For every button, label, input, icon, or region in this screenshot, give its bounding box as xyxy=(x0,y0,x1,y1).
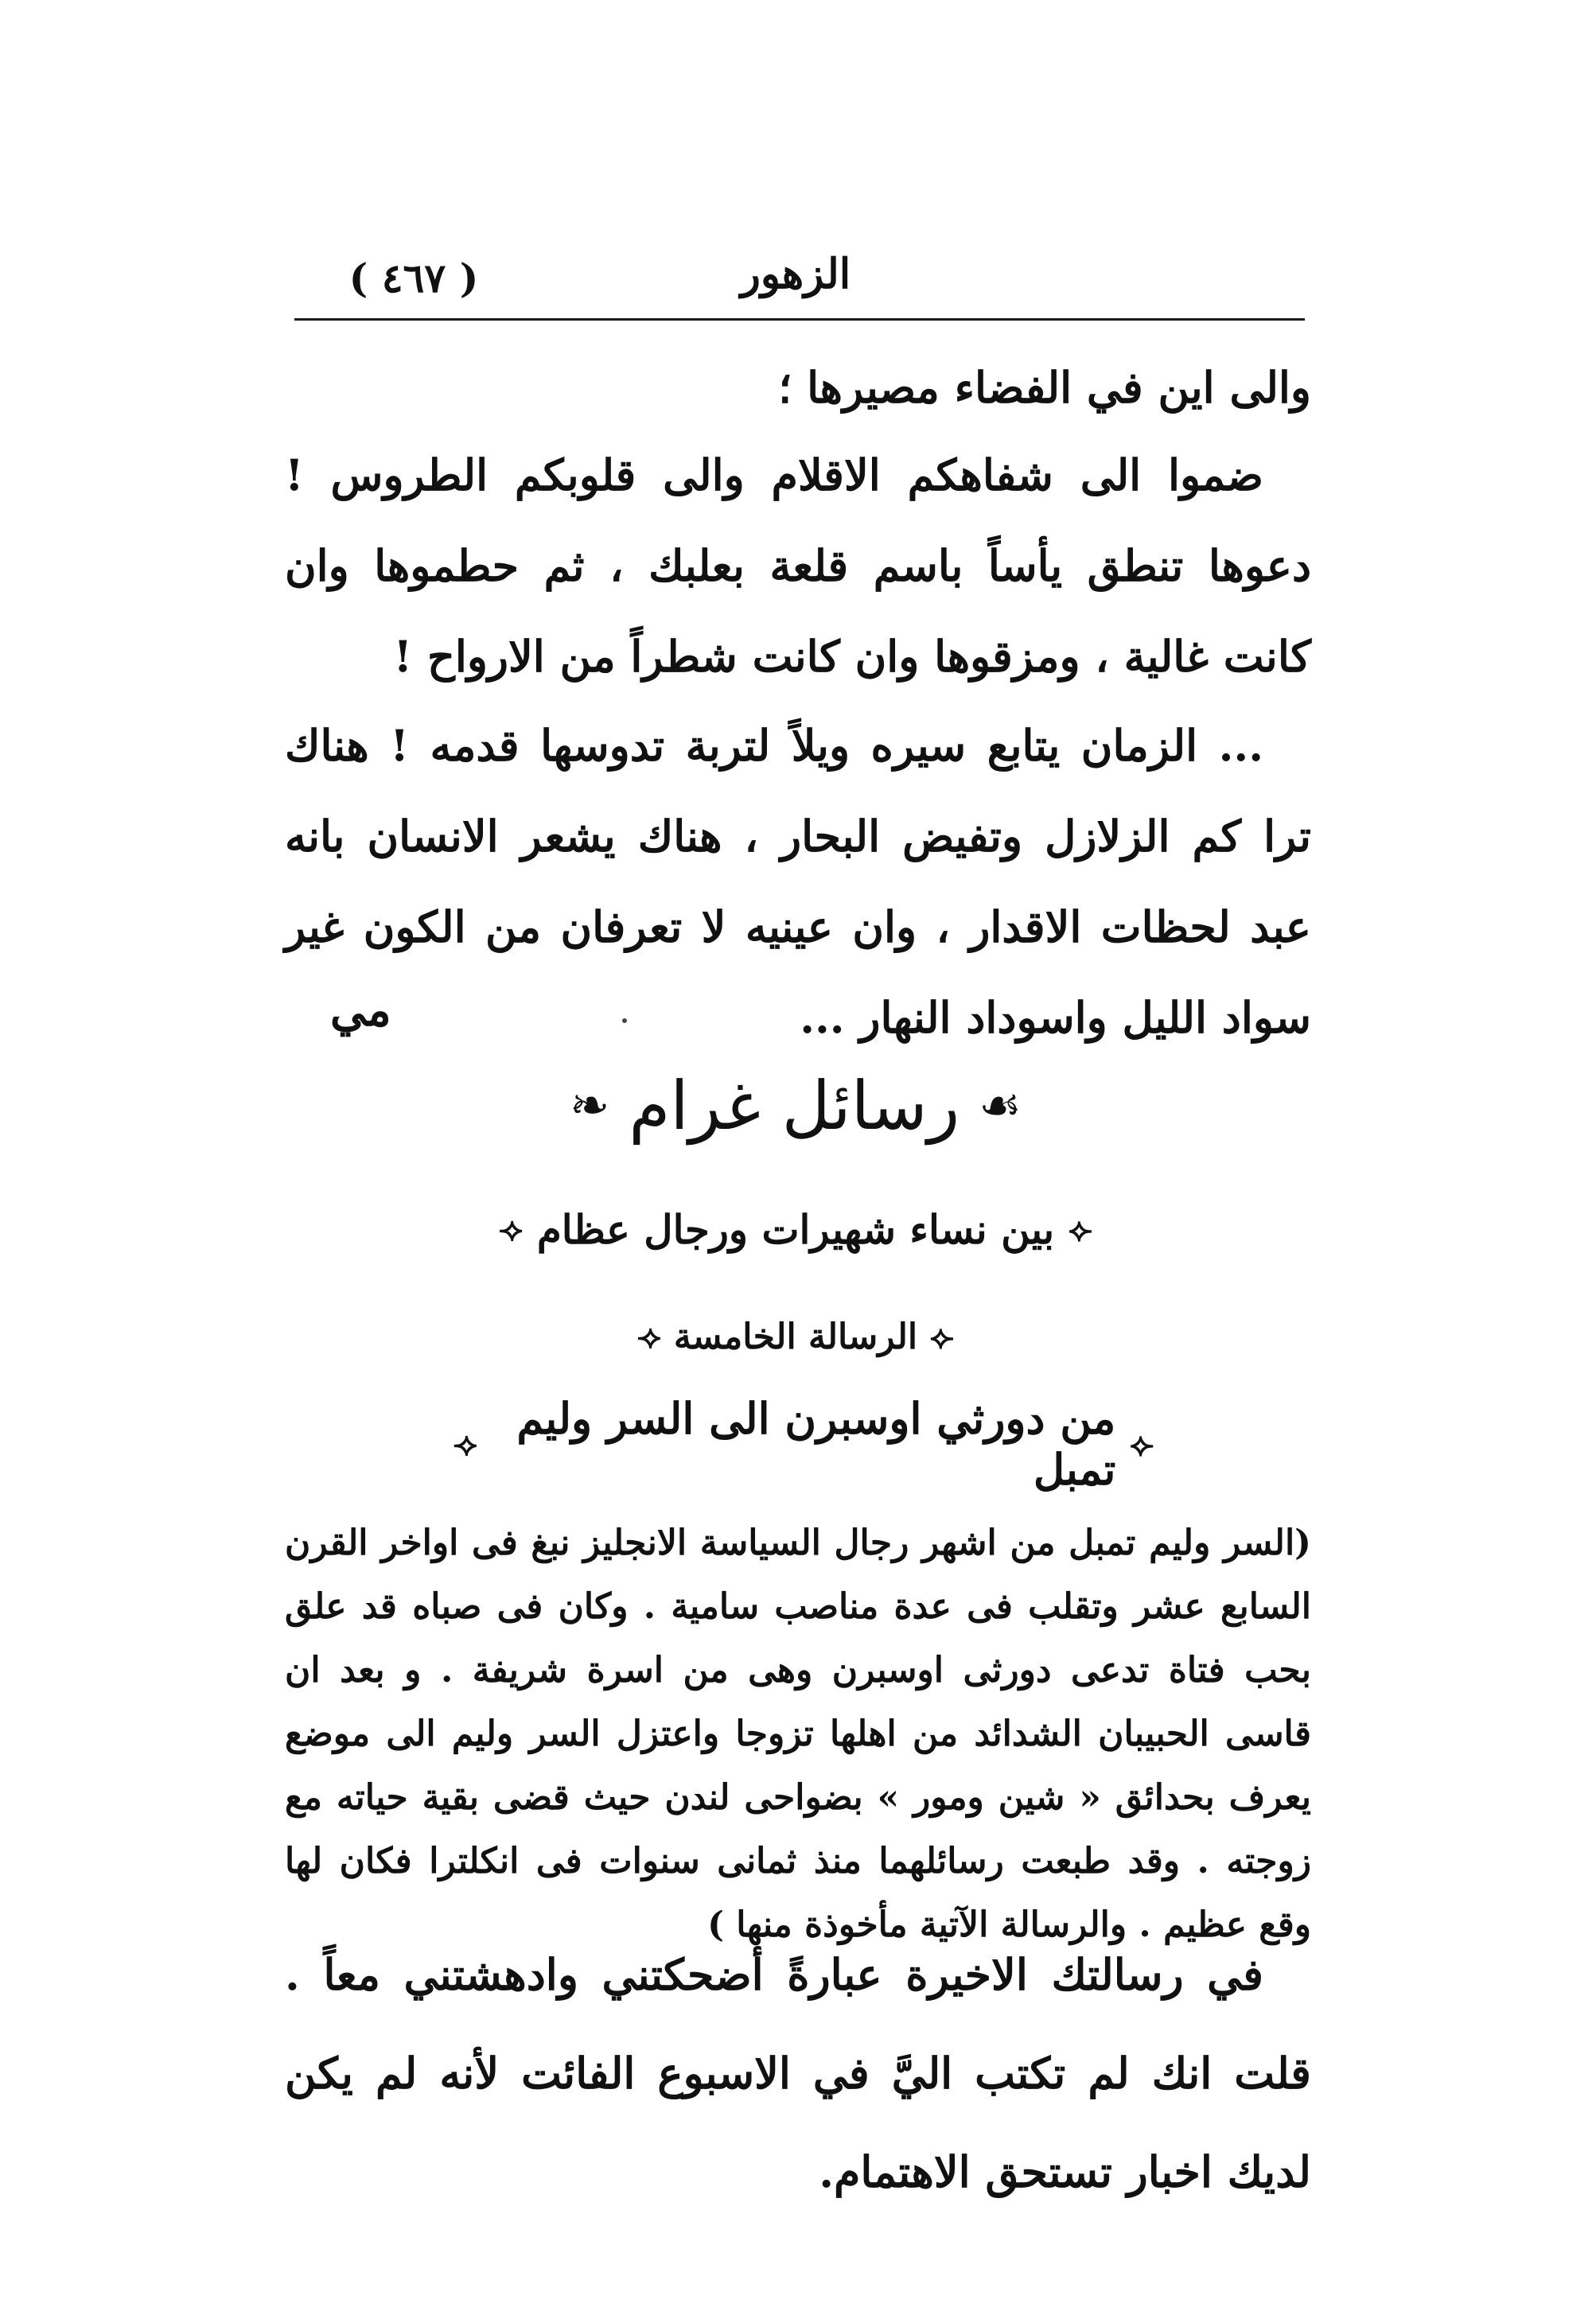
letter-ornament-left-icon: ⟢ xyxy=(637,1317,661,1356)
paragraph-2: ... الزمان يتابع سيره ويلاً لتربة تدوسها قدمه ! هناك ترا كم الزلازل وتفيض البحار ، هناك يشعر الانسان بانه عبد لحظات الاقدار ، وان عينيه لا تعرفان من الكون غير سواد الليل واسوداد النهار ... xyxy=(285,720,1311,1043)
page-number: ( ٤٦٧ ) xyxy=(348,255,479,302)
header-rule xyxy=(294,318,1305,321)
from-ornament-right-icon: ⟣ xyxy=(1130,1425,1154,1463)
letter-title-text: الرسالة الخامسة xyxy=(673,1316,918,1357)
author-signature: مي xyxy=(330,984,391,1037)
running-head-title: الزهور xyxy=(740,250,851,298)
ornament-left-icon: ❧ xyxy=(570,1078,610,1134)
intro-note: (السر وليم تمبل من اشهر رجال السياسة الانجليز نبغ فى اواخر القرن السابع عشر وتقلب فى عدة مناصب سامية . وكان فى صباه قد علق بحب فتاة تدعى دورثى اوسبرن وهى من اسرة شريفة . و بعد ان قاسى الحبيبان الشدائد من اهلها تزوجا واعتزل السر وليم الى موضع يعرف بحدائق « شين ومور » بضواحى لندن حيث قضى بقية حياته مع زوجته . وقد طبعت رسائلهما منذ ثمانى سنوات فى انكلترا فكان لها وقع عظيم . والرسالة الآتية مأخوذة منها ) xyxy=(285,1523,1312,1945)
subtitle-ornament-left-icon: ⟢ xyxy=(499,1210,523,1248)
subtitle-ornament-right-icon: ⟣ xyxy=(1069,1210,1092,1248)
letter-opening-paragraph: في رسالتك الاخيرة عبارةً أضحكتني وادهشتني معاً . قلت انك لم تكتب اليَّ في الاسبوع الفائت لأنه لم يكن لديك اخبار تستحق الاهتمام. xyxy=(285,1949,1311,2197)
from-ornament-left-icon: ⟢ xyxy=(453,1425,477,1463)
section-title xyxy=(477,1058,1114,1154)
section-subtitle xyxy=(446,1193,1146,1265)
section-title-text: رسائل غرام xyxy=(629,1067,960,1145)
section-subtitle-text: بين نساء شهيرات ورجال عظام xyxy=(536,1205,1055,1253)
ornament-right-icon: ☙ xyxy=(979,1078,1022,1134)
letter-ornament-right-icon: ⟣ xyxy=(930,1317,954,1356)
paragraph-line-top: والى اين في الفضاء مصيرها ؛ xyxy=(778,362,1311,413)
stray-dot xyxy=(622,1018,627,1023)
letter-from-line xyxy=(453,1393,1154,1495)
letter-title xyxy=(605,1305,987,1368)
paragraph-1: ضموا الى شفاهكم الاقلام والى قلوبكم الطروس ! دعوها تنطق يأساً باسم قلعة بعلبك ، ثم حطموها وان كانت غالية ، ومزقوها وان كانت شطراً من الارواح ! xyxy=(285,449,1311,682)
letter-from-text: من دورثي اوسبرن الى السر وليم تمبل xyxy=(516,1393,1116,1495)
